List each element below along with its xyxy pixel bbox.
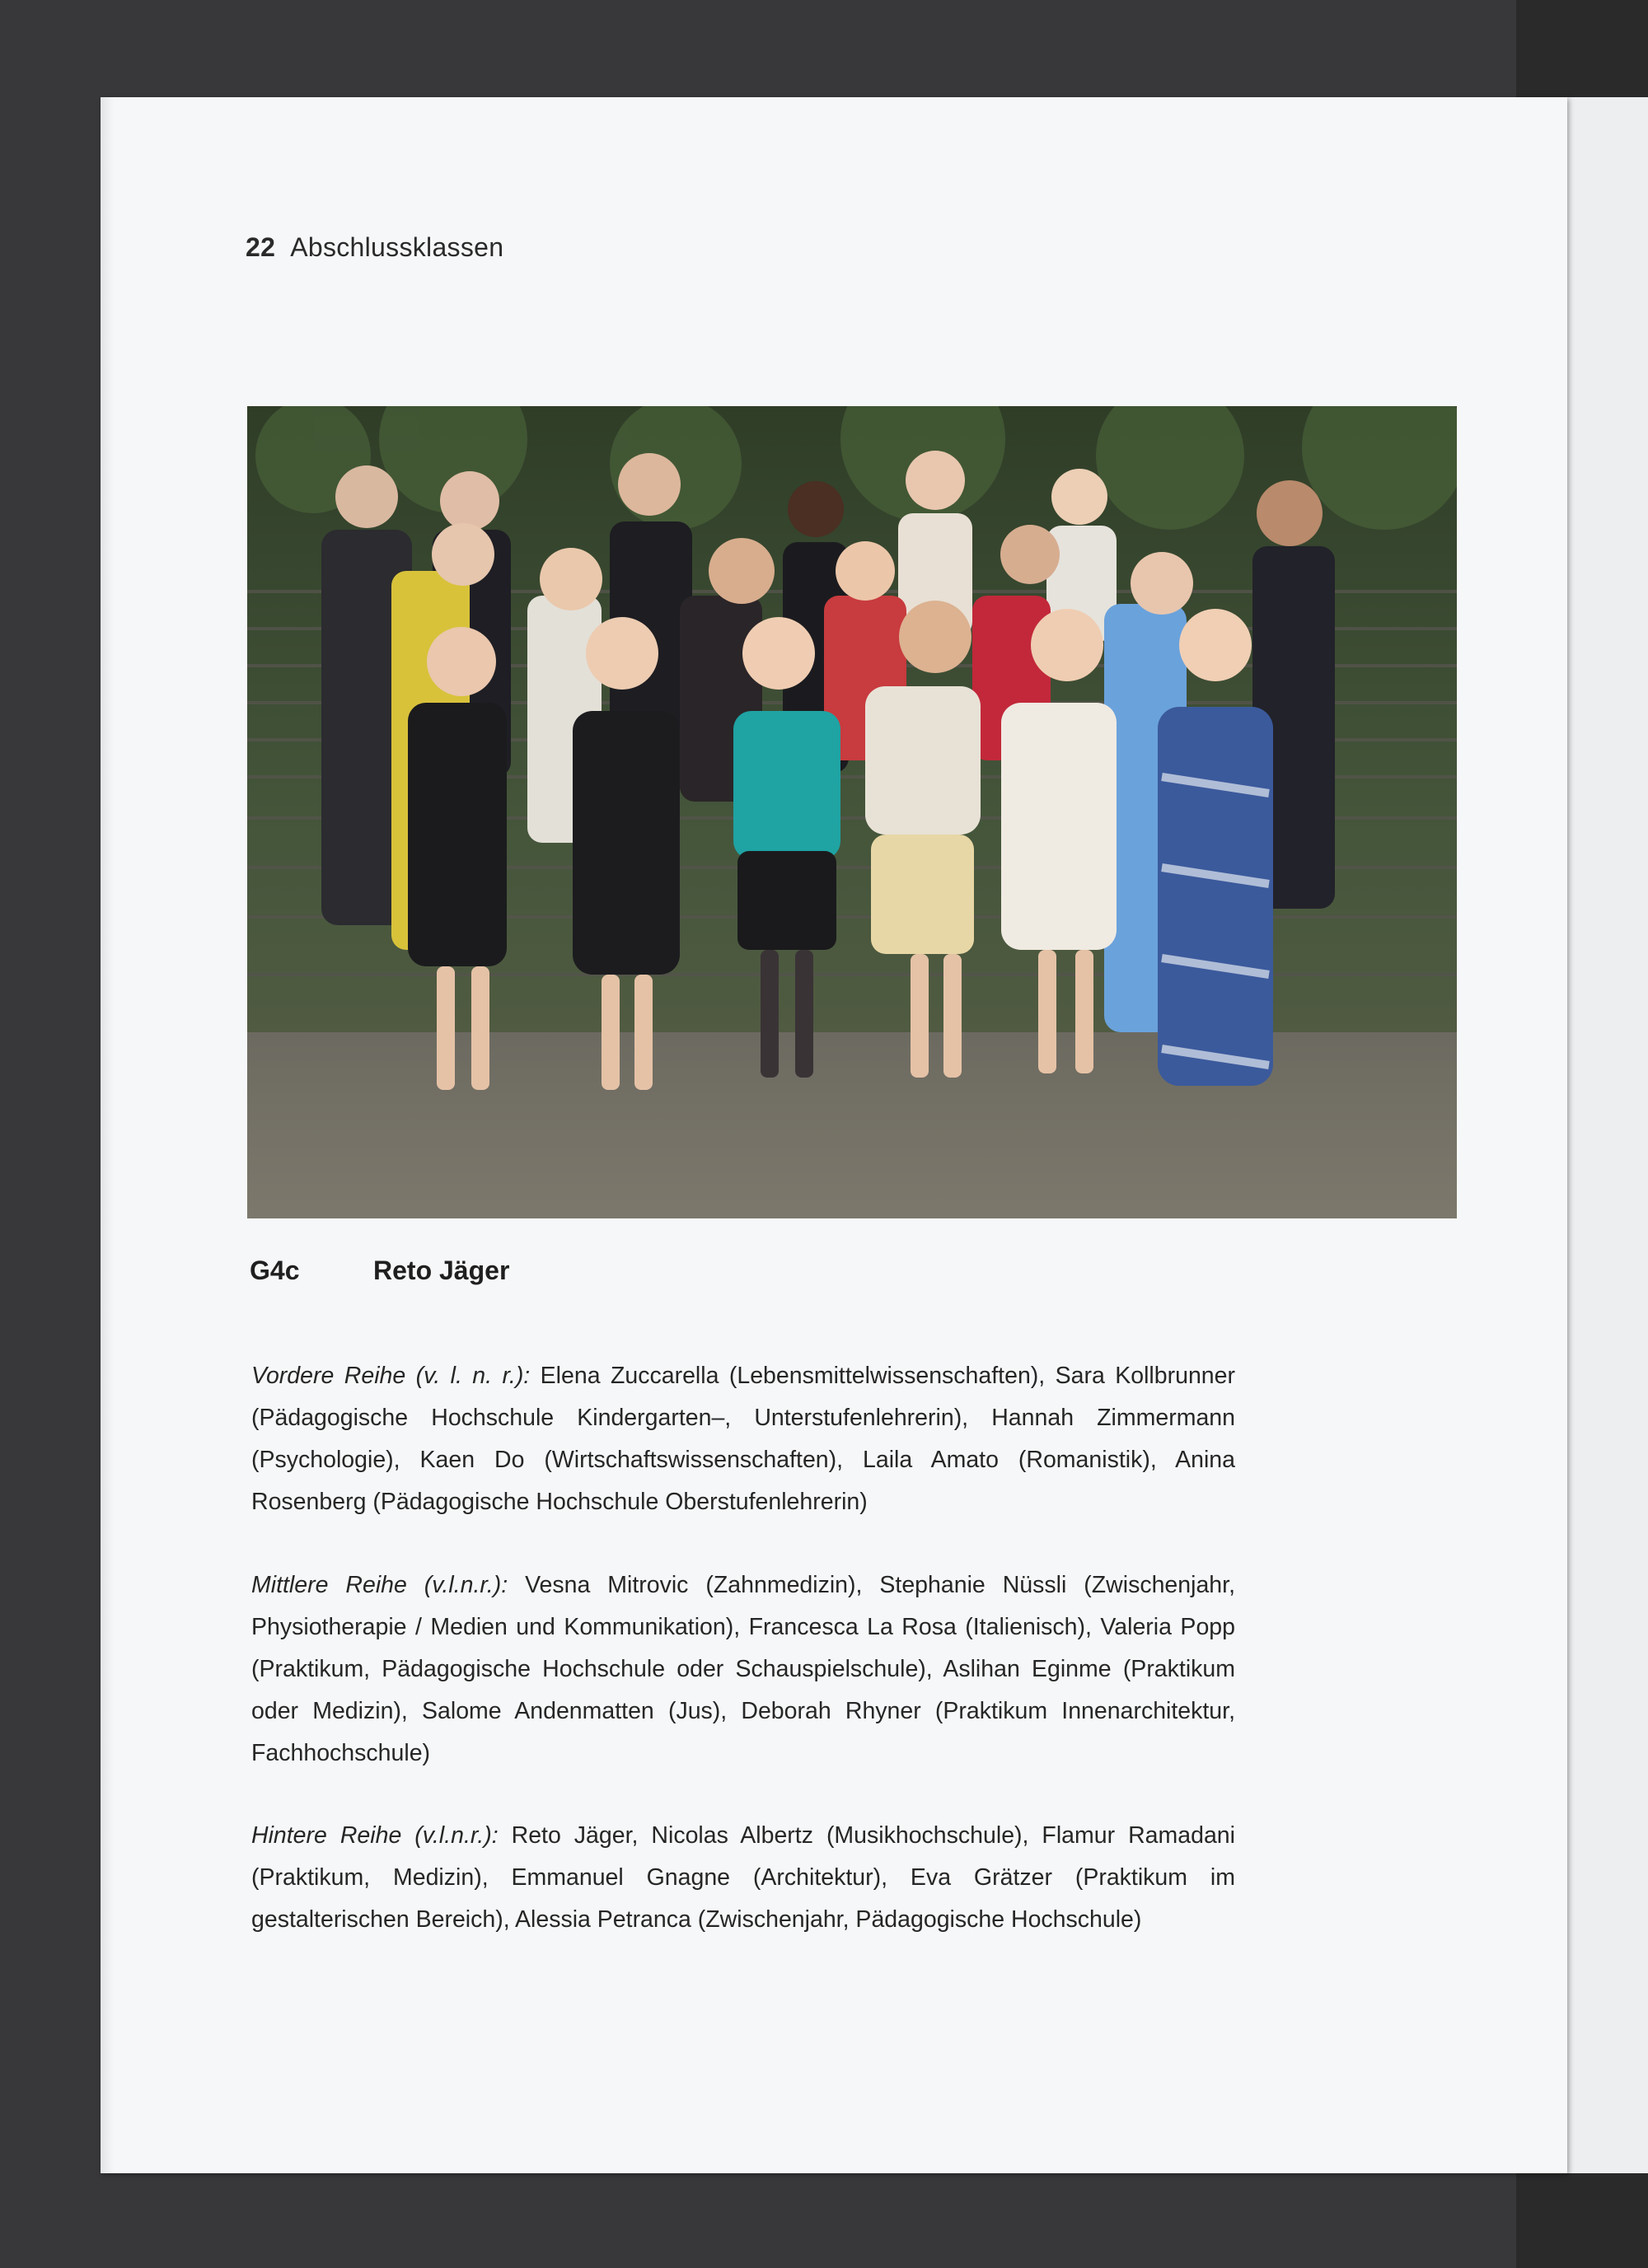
class-code: G4c xyxy=(250,1256,300,1285)
front-row-names: Elena Zuccarella (Lebensmittelwissenschaften), Sara Kollbrunner (Pädagogische Hochschule Kindergarten–, Unterstufenlehrerin), Hannah Zimmermann (Psychologie), Kaen Do (Wirtschaftswissenschaften), Laila Amato (Romanistik), Anina Rosenberg (Pädagogische Hochschule Oberstufenlehrerin) xyxy=(251,1363,1235,1515)
page-header xyxy=(246,232,503,263)
class-teacher: Reto Jäger xyxy=(373,1256,510,1285)
page-edge xyxy=(101,97,114,2173)
section-title: Abschlussklassen xyxy=(290,232,504,262)
middle-row-caption xyxy=(251,1564,1235,1775)
middle-row-names: Vesna Mitrovic (Zahnmedizin), Stephanie Nüssli (Zwischenjahr, Physiotherapie / Medien und Kommunikation), Francesca La Rosa (Italienisch), Valeria Popp (Praktikum, Pädagogische Hochschule oder Schauspielschule), Aslihan Eginme (Praktikum oder Medizin), Salome Andenmatten (Jus), Deborah Rhyner (Praktikum Innenarchitektur, Fachhochschule) xyxy=(251,1572,1235,1766)
photo-illustration xyxy=(247,406,1457,1218)
middle-row-label: Mittlere Reihe (v.l.n.r.): xyxy=(251,1572,508,1598)
front-row-caption xyxy=(251,1355,1235,1523)
back-row-label: Hintere Reihe (v.l.n.r.): xyxy=(251,1822,499,1849)
facing-page xyxy=(1559,97,1648,2173)
page-number: 22 xyxy=(246,232,276,262)
class-group-photo xyxy=(247,406,1457,1218)
front-row-label: Vordere Reihe (v. l. n. r.): xyxy=(251,1363,531,1389)
back-row-caption xyxy=(251,1815,1235,1941)
back-row-names: Reto Jäger, Nicolas Albertz (Musikhochschule), Flamur Ramadani (Praktikum, Medizin), Emmanuel Gnagne (Architektur), Eva Grätzer (Praktikum im gestalterischen Bereich), Alessia Petranca (Zwischenjahr, Pädagogische Hochschule) xyxy=(251,1822,1235,1933)
